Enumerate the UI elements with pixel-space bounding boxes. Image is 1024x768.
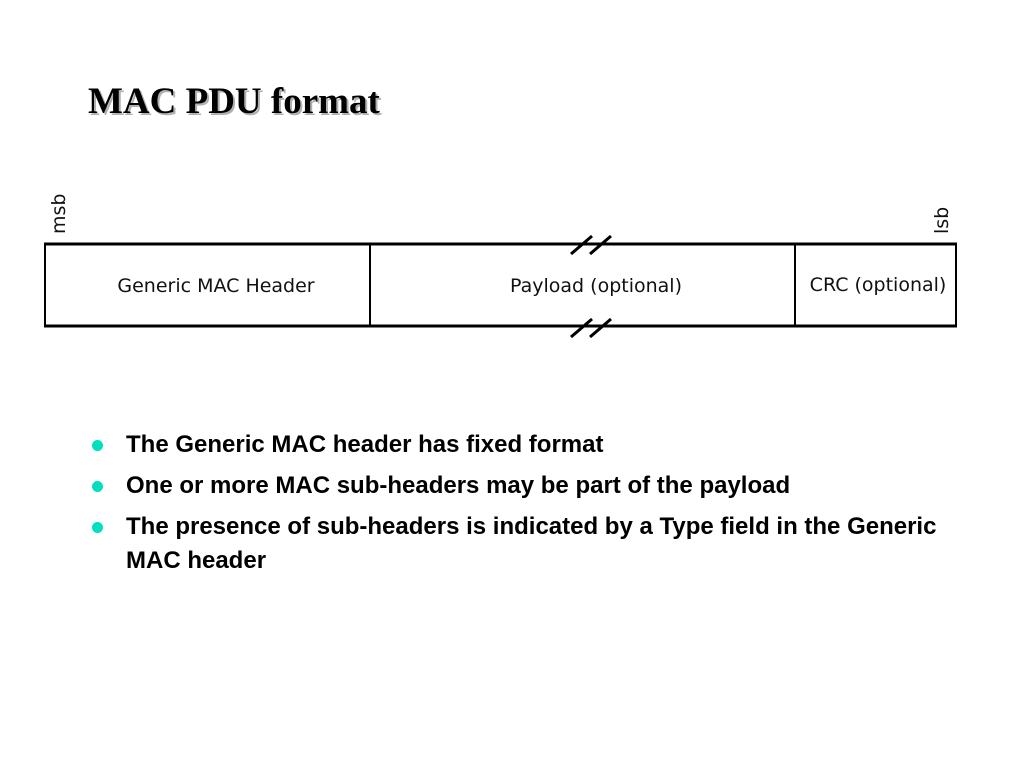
bullet-item bbox=[92, 510, 992, 578]
mac-pdu-diagram bbox=[0, 180, 1024, 350]
bullet-text: The presence of sub-headers is indicated by a Type field in the Generic MAC header bbox=[126, 513, 937, 574]
bullet-text: One or more MAC sub-headers may be part of the payload bbox=[126, 472, 791, 499]
field-generic-mac-header: Generic MAC Header bbox=[117, 275, 315, 297]
lsb-label: lsb bbox=[931, 206, 953, 234]
bullet-list bbox=[92, 428, 992, 585]
msb-label: msb bbox=[48, 193, 70, 234]
bullet-dot-icon bbox=[92, 522, 103, 533]
payload-break-bottom bbox=[571, 319, 611, 337]
field-crc: CRC (optional) bbox=[809, 274, 947, 296]
bullet-dot-icon bbox=[92, 440, 103, 451]
bullet-text: The Generic MAC header has fixed format bbox=[126, 431, 604, 458]
slide-title: MAC PDU format bbox=[88, 81, 380, 122]
bullet-item bbox=[92, 469, 992, 503]
bullet-dot-icon bbox=[92, 481, 103, 492]
field-payload: Payload (optional) bbox=[510, 275, 682, 297]
bullet-item bbox=[92, 428, 992, 462]
